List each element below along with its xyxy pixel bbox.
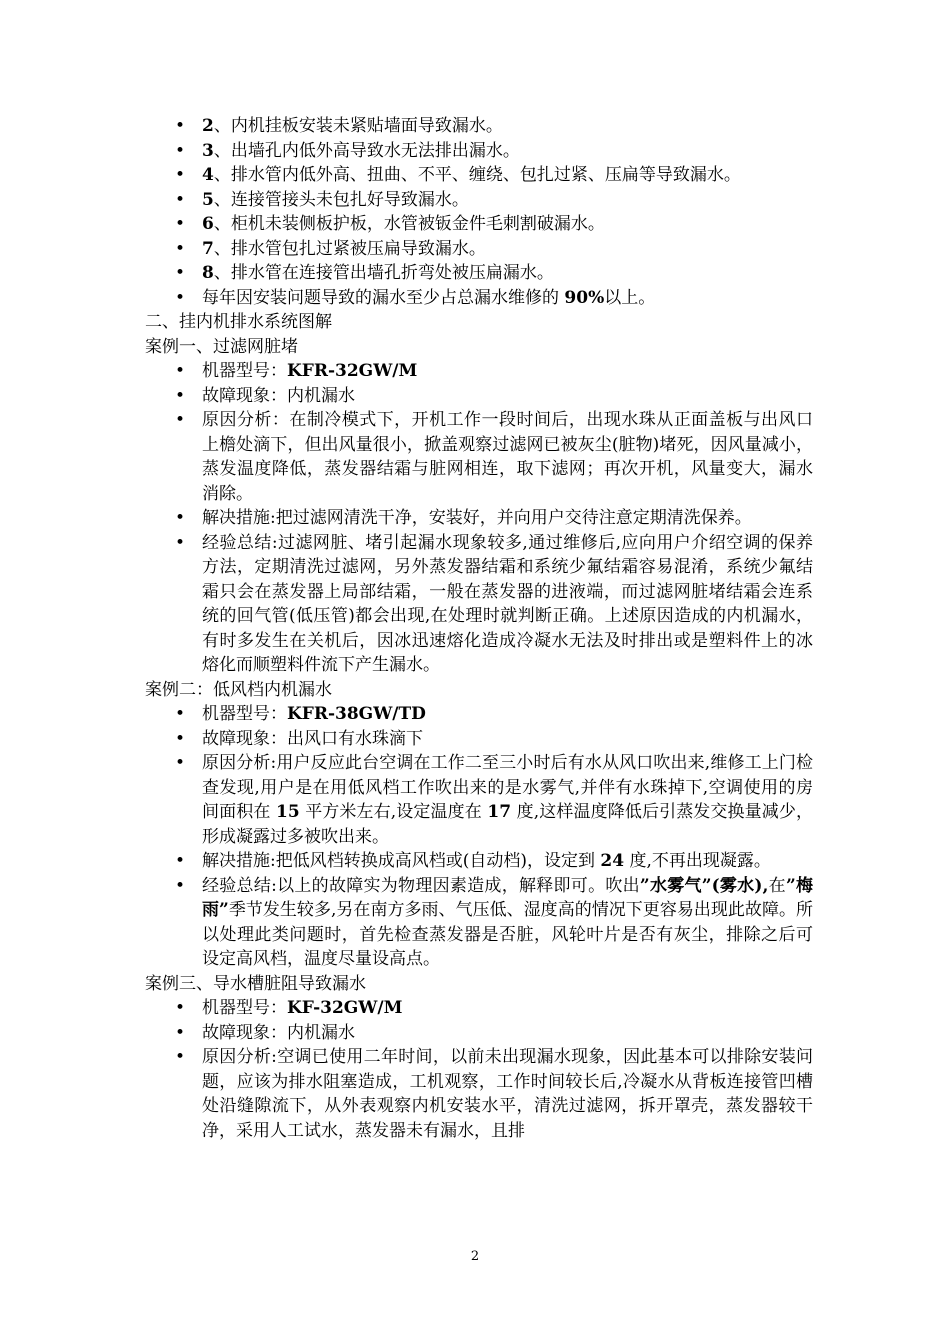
experience-item: • 经验总结:以上的故障实为物理因素造成，解释即可。吹出”水雾气”(雾水),在”梅雨”季节发生较多,另在南方多雨、气压低、湿度高的情况下更容易出现此故障。所以处理此类问题时，首先检查蒸发器是否脏，风轮叶片是否有灰尘，排除之后可设定高风档，温度尽量设高点。 — [175, 875, 814, 969]
bullet: • — [175, 532, 186, 553]
symptom-item: • 故障现象：出风口有水珠滴下 — [145, 727, 813, 752]
case3-title: 案例三、导水槽脏阻导致漏水 — [145, 973, 366, 994]
analysis-item: • 原因分析:用户反应此台空调在工作二至三小时后有水从风口吹出来,维修工上门检查发现,用户是在用低风档工作吹出来的是水雾气,并伴有水珠掉下,空调使用的房间面积在 15 平方米左右,设定温度在 17 度,这样温度降低后引蒸发交换量减少，形成凝露过多被吹出来。 — [175, 753, 814, 847]
list-item: • 2、内机挂板安装未紧贴墙面导致漏水。 — [145, 114, 813, 139]
analysis-item: • 原因分析：在制冷模式下，开机工作一段时间后，出现水珠从正面盖板与出风口上檐处滴下，但出风量很小，掀盖观察过滤网已被灰尘(脏物)堵死，因风量减小，蒸发温度降低，蒸发器结霜与脏网相连，取下滤网；再次开机，风量变大，漏水消除。 — [175, 410, 813, 504]
symptom-item: • 故障现象：内机漏水 — [145, 384, 813, 409]
model-item: • 机器型号：KFR-32GW/M — [145, 359, 813, 384]
bullet: • — [175, 238, 186, 259]
bullet: • — [175, 385, 186, 406]
model-item: • 机器型号：KF-32GW/M — [145, 996, 813, 1021]
experience-item: • 经验总结:过滤网脏、堵引起漏水现象较多,通过维修后,应向用户介绍空调的保养方法，定期清洗过滤网，另外蒸发器结霜和系统少氟结霜容易混淆，系统少氟结霜只会在蒸发器上局部结霜，一般在蒸发器的进液端，而过滤网脏堵结霜会连系统的回气管(低压管)都会出现,在处理时就判断正确。上述原因造成的内机漏水，有时多发生在关机后，因冰迅速熔化造成冷凝水无法及时排出或是塑料件上的冰熔化而顺塑料件流下产生漏水。 — [175, 532, 813, 675]
bullet: • — [175, 728, 186, 749]
bullet: • — [175, 875, 186, 896]
bullet: • — [175, 998, 186, 1018]
bullet: • — [175, 410, 186, 430]
bullet: • — [175, 165, 186, 185]
case2-list — [145, 702, 813, 972]
list-item: • 6、柜机未装侧板护板，水管被钣金件毛刺割破漏水。 — [145, 212, 813, 237]
summary-item: • 每年因安装问题导致的漏水至少占总漏水维修的 90%以上。 — [145, 286, 813, 311]
list-item: • 5、连接管接头未包扎好导致漏水。 — [145, 188, 813, 213]
bullet: • — [175, 116, 186, 136]
bullet: • — [175, 287, 186, 308]
bullet: • — [175, 704, 186, 724]
bullet: • — [175, 361, 186, 381]
analysis-item: • 原因分析:空调已使用二年时间，以前未出现漏水现象，因此基本可以排除安装问题，应该为排水阻塞造成，工机观察，工作时间较长后,冷凝水从背板连接管凹槽处沿缝隙流下，从外表观察内机安装水平，清洗过滤网，拆开罩壳，蒸发器较干净，采用人工试水，蒸发器未有漏水，且排 — [175, 1047, 813, 1141]
solution-item: • 解决措施:把低风档转换成高风档或(自动档)，设定到 24 度,不再出现凝露。 — [145, 849, 813, 874]
install-causes-list — [145, 114, 813, 310]
section-heading: 二、挂内机排水系统图解 — [145, 312, 332, 332]
bullet: • — [175, 851, 186, 871]
list-item: • 4、排水管内低外高、扭曲、不平、缠绕、包扎过紧、压扁等导致漏水。 — [145, 163, 813, 188]
case1-list — [145, 359, 813, 678]
list-item: • 8、排水管在连接管出墙孔折弯处被压扁漏水。 — [145, 261, 813, 286]
document-body — [145, 114, 813, 1143]
bullet: • — [175, 189, 186, 210]
bullet: • — [175, 214, 186, 234]
case2-title: 案例二：低风档内机漏水 — [145, 679, 332, 700]
bullet: • — [175, 263, 186, 283]
model-item: • 机器型号：KFR-38GW/TD — [145, 702, 813, 727]
bullet: • — [175, 508, 186, 528]
list-item: • 7、排水管包扎过紧被压扁导致漏水。 — [145, 237, 813, 262]
bullet: • — [175, 1022, 186, 1043]
bullet: • — [175, 1047, 186, 1067]
page-number: 2 — [470, 1249, 480, 1264]
bullet: • — [175, 753, 186, 773]
case3-list — [145, 996, 813, 1143]
list-item: • 3、出墙孔内低外高导致水无法排出漏水。 — [145, 139, 813, 164]
symptom-item: • 故障现象：内机漏水 — [145, 1021, 813, 1046]
bullet: • — [175, 140, 186, 161]
case1-title: 案例一、过滤网脏堵 — [145, 336, 298, 357]
solution-item: • 解决措施:把过滤网清洗干净，安装好，并向用户交待注意定期清洗保养。 — [145, 506, 813, 531]
